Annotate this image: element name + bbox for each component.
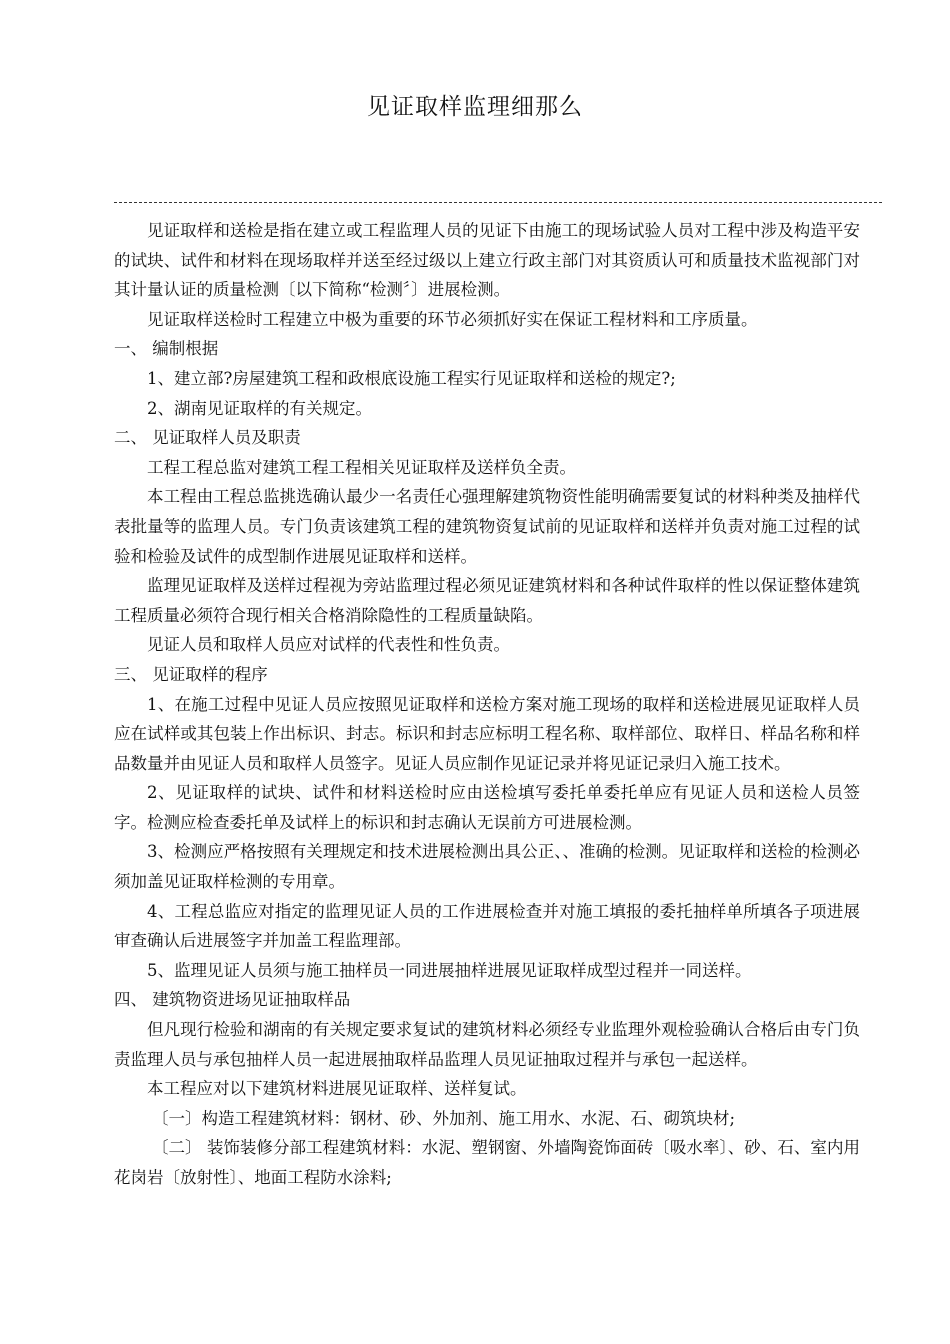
body-paragraph: 本工程由工程总监挑选确认最少一名责任心强理解建筑物资性能明确需要复试的材料种类及抽样代表批量等的监理人员。专门负责该建筑工程的建筑物资复试前的见证取样和送样并负责对施工过程的试验和检验及试件的成型制作进展见证取样和送样。: [114, 487, 860, 566]
section-heading: 二、 见证取样人员及职责: [114, 428, 301, 448]
document-title: 见证取样监理细那么: [367, 94, 583, 120]
body-paragraph: 见证取样送检时工程建立中极为重要的环节必须抓好实在保证工程材料和工序质量。: [147, 309, 758, 329]
body-paragraph: 但凡现行检验和湖南的有关规定要求复试的建筑材料必须经专业监理外观检验确认合格后由专门负责监理人员与承包抽样人员一起进展抽取样品监理人员见证抽取过程并与承包一起送样。: [114, 1020, 860, 1069]
body-paragraph: 本工程应对以下建筑材料进展见证取样、送样复试。: [147, 1079, 527, 1099]
body-paragraph: 1、在施工过程中见证人员应按照见证取样和送检方案对施工现场的取样和送检进展见证取样人员应在试样或其包装上作出标识、封志。标识和封志应标明工程名称、取样部位、取样日、样品名称和样品数量并由见证人员和取样人员签字。见证人员应制作见证记录并将见证记录归入施工技术。: [114, 694, 860, 773]
body-paragraph: 〔二〕 装饰装修分部工程建筑材料：水泥、塑钢窗、外墙陶瓷饰面砖〔吸水率〕、砂、石、室内用花岗岩〔放射性〕、地面工程防水涂料;: [114, 1138, 860, 1187]
body-paragraph: 工程工程总监对建筑工程工程相关见证取样及送样负全责。: [147, 457, 576, 477]
body-paragraph: 见证取样和送检是指在建立或工程监理人员的见证下由施工的现场试验人员对工程中涉及构造平安的试块、试件和材料在现场取样并送至经过级以上建立行政主部门对其资质认可和质量技术监视部门对其计量认证的质量检测〔以下简称“检测〞〕进展检测。: [114, 221, 860, 300]
document-body: [114, 216, 860, 1193]
header-divider: [114, 202, 882, 203]
body-paragraph: 4、工程总监应对指定的监理见证人员的工作进展检查并对施工填报的委托抽样单所填各子项进展审查确认后进展签字并加盖工程监理部。: [114, 901, 860, 951]
body-paragraph: 〔一〕构造工程建筑材料：钢材、砂、外加剂、施工用水、水泥、石、砌筑块材;: [151, 1108, 735, 1128]
body-paragraph: 1、建立部?房屋建筑工程和政根底设施工程实行见证取样和送检的规定?;: [147, 368, 676, 388]
body-paragraph: 2、湖南见证取样的有关规定。: [147, 398, 372, 418]
section-heading: 一、 编制根据: [114, 339, 219, 359]
body-paragraph: 见证人员和取样人员应对试样的代表性和性负责。: [147, 635, 510, 655]
body-paragraph: 监理见证取样及送样过程视为旁站监理过程必须见证建筑材料和各种试件取样的性以保证整体建筑工程质量必须符合现行相关合格消除隐性的工程质量缺陷。: [114, 576, 860, 625]
body-paragraph: 2、见证取样的试块、试件和材料送检时应由送检填写委托单委托单应有见证人员和送检人员签字。检测应检查委托单及试样上的标识和封志确认无误前方可进展检测。: [114, 783, 860, 832]
section-heading: 三、 见证取样的程序: [114, 664, 268, 684]
section-heading: 四、 建筑物资进场见证抽取样品: [114, 990, 351, 1010]
body-paragraph: 5、监理见证人员须与施工抽样员一同进展抽样进展见证取样成型过程并一同送样。: [147, 960, 752, 980]
body-paragraph: 3、检测应严格按照有关理规定和技术进展检测出具公正、、准确的检测。见证取样和送检的检测必须加盖见证取样检测的专用章。: [114, 842, 860, 892]
